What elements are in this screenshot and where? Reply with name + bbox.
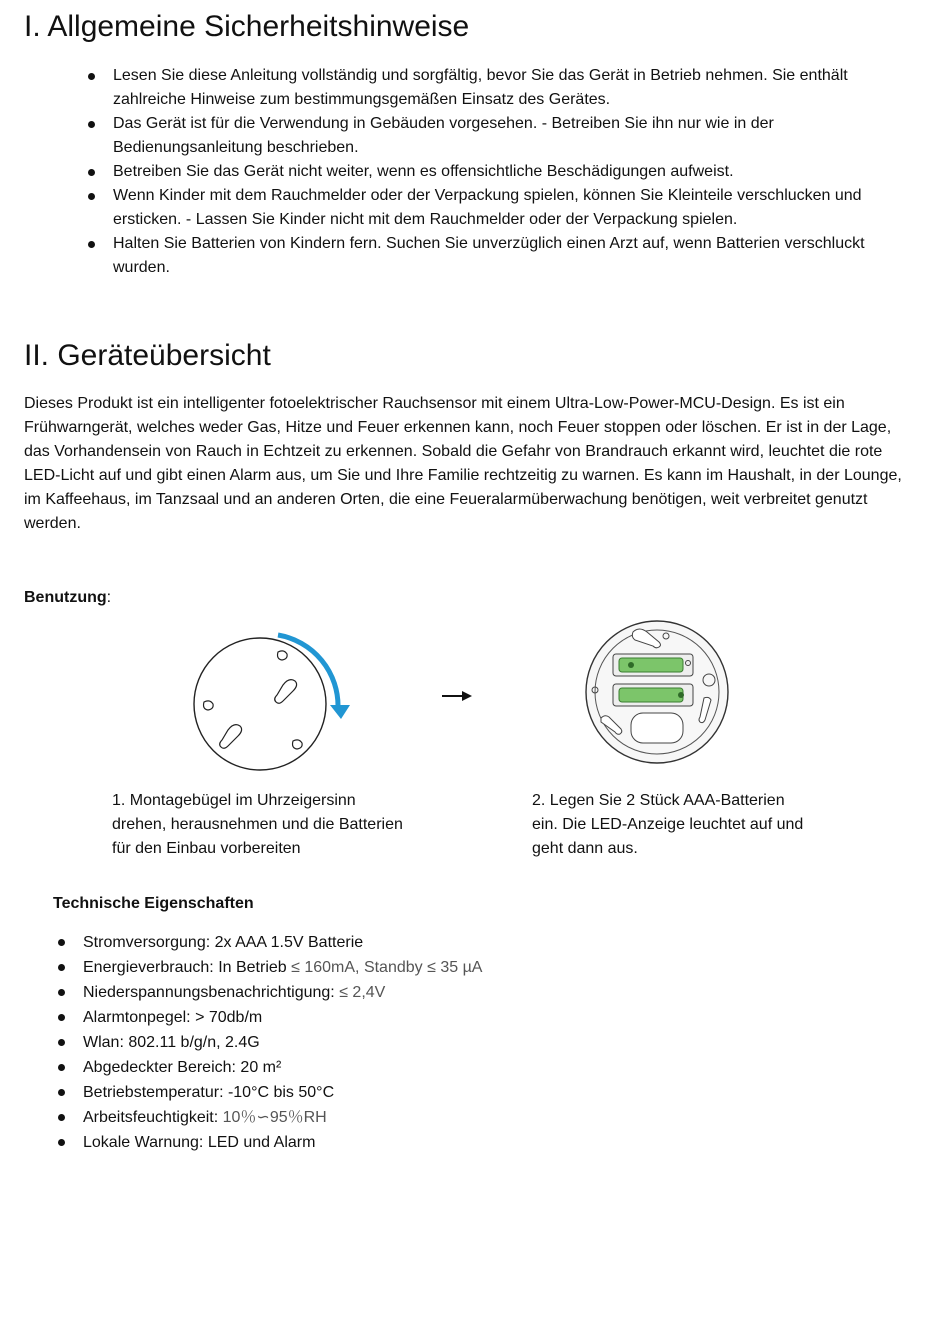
section-heading-safety: I. Allgemeine Sicherheitshinweise bbox=[24, 10, 470, 43]
usage-label bbox=[24, 586, 111, 610]
bullet-icon bbox=[88, 169, 95, 176]
list-item bbox=[113, 160, 913, 184]
list-item bbox=[113, 184, 913, 232]
usage-label-colon: : bbox=[106, 589, 112, 606]
spec-label: Arbeitsfeuchtigkeit: bbox=[83, 1109, 223, 1126]
test-button-recess bbox=[631, 713, 683, 743]
bullet-icon bbox=[58, 1064, 65, 1071]
bullet-icon bbox=[88, 241, 95, 248]
section-heading-overview: II. Geräteübersicht bbox=[24, 339, 271, 372]
list-item-text: Betreiben Sie das Gerät nicht weiter, wenn es offensichtliche Beschädigungen aufweist. bbox=[113, 163, 734, 180]
bullet-icon bbox=[58, 1139, 65, 1146]
bullet-icon bbox=[58, 989, 65, 996]
bracket-outline bbox=[194, 638, 326, 770]
mounting-bracket-illustration bbox=[190, 630, 360, 775]
keyhole-slot bbox=[220, 680, 297, 749]
list-item bbox=[113, 64, 913, 112]
list-item bbox=[83, 930, 683, 955]
step-2-text: 2. Legen Sie 2 Stück AAA-Batterien ein. Die LED-Anzeige leuchtet auf und geht dann aus. bbox=[532, 792, 804, 857]
bullet-icon bbox=[88, 73, 95, 80]
spec-value: ≤ 2,4V bbox=[339, 984, 386, 1001]
spec-label: Stromversorgung: 2x AAA 1.5V Batterie bbox=[83, 934, 364, 951]
bullet-icon bbox=[58, 939, 65, 946]
bullet-icon bbox=[88, 121, 95, 128]
bullet-icon bbox=[58, 1039, 65, 1046]
arrowhead-icon bbox=[330, 705, 350, 719]
spec-label: Lokale Warnung: LED und Alarm bbox=[83, 1134, 316, 1151]
list-item-text: Wenn Kinder mit dem Rauchmelder oder der Verpackung spielen, können Sie Kleinteile verschlucken und ersticken. - Lassen Sie Kinder nicht mit dem Rauchmelder oder der Verpackung spielen. bbox=[113, 187, 862, 228]
list-item-text: Das Gerät ist für die Verwendung in Gebäuden vorgesehen. - Betreiben Sie ihn nur wie in der Bedienungsanleitung beschrieben. bbox=[113, 115, 774, 156]
list-item-text: Lesen Sie diese Anleitung vollständig und sorgfältig, bevor Sie das Gerät in Betrieb nehmen. Sie enthält zahlreiche Hinweise zum bestimmungsgemäßen Einsatz des Gerätes. bbox=[113, 67, 848, 108]
spec-label: Energieverbrauch: In Betrieb bbox=[83, 959, 292, 976]
bullet-icon bbox=[58, 1089, 65, 1096]
bullet-icon bbox=[58, 1114, 65, 1121]
tech-specs-title: Technische Eigenschaften bbox=[53, 895, 254, 912]
tech-specs-list bbox=[83, 930, 683, 1155]
list-item bbox=[113, 232, 913, 280]
overview-paragraph: Dieses Produkt ist ein intelligenter fotoelektrischer Rauchsensor mit einem Ultra-Low-Power-MCU-Design. Es ist ein Frühwarngerät, welches weder Gas, Hitze und Feuer erkennen kann, noch Feuer stoppen oder löschen. Er ist in der Lage, das Vorhandensein von Rauch in Echtzeit zu erkennen. Sobald die Gefahr von Brandrauch erkannt wird, leuchtet die rote LED-Licht auf und gibt einen Alarm aus, um Sie und Ihre Familie rechtzeitig zu warnen. Es kann im Haushalt, in der Lounge, im Kaffeehaus, im Tanzsaal und an anderen Orten, die eine Feueralarmüberwachung benötigen, weit verbreitet genutzt werden. bbox=[24, 395, 902, 532]
battery-aaa bbox=[619, 688, 683, 702]
list-item bbox=[83, 1105, 683, 1130]
spec-label: Betriebstemperatur: -10°C bis 50°C bbox=[83, 1084, 335, 1101]
list-item bbox=[83, 1080, 683, 1105]
spec-value: ≤ 160mA, Standby ≤ 35 µA bbox=[291, 959, 483, 976]
list-item-text: Halten Sie Batterien von Kindern fern. Suchen Sie unverzüglich einen Arzt auf, wenn Batterien verschluckt wurden. bbox=[113, 235, 865, 276]
list-item bbox=[83, 1055, 683, 1080]
battery-compartment-illustration bbox=[583, 618, 731, 766]
list-item bbox=[83, 1030, 683, 1055]
spec-label: Wlan: 802.11 b/g/n, 2.4G bbox=[83, 1034, 260, 1051]
list-item bbox=[83, 980, 683, 1005]
spec-label: Abgedeckter Bereich: 20 m² bbox=[83, 1059, 282, 1076]
mount-hole bbox=[204, 651, 303, 749]
spec-label: Alarmtonpegel: > 70db/m bbox=[83, 1009, 263, 1026]
list-item bbox=[83, 955, 683, 980]
step-1-text: 1. Montagebügel im Uhrzeigersinn drehen, herausnehmen und die Batterien für den Einbau vorbereiten bbox=[112, 792, 403, 857]
bullet-icon bbox=[58, 1014, 65, 1021]
list-item bbox=[83, 1005, 683, 1030]
list-item bbox=[83, 1130, 683, 1155]
bullet-icon bbox=[88, 193, 95, 200]
safety-list bbox=[113, 64, 913, 280]
usage-label-text: Benutzung bbox=[24, 589, 107, 606]
list-item bbox=[113, 112, 913, 160]
spec-label: Niederspannungsbenachrichtigung: bbox=[83, 984, 340, 1001]
bullet-icon bbox=[58, 964, 65, 971]
right-arrow-icon bbox=[440, 688, 474, 704]
spec-value: 10％∽95％RH bbox=[222, 1109, 327, 1126]
